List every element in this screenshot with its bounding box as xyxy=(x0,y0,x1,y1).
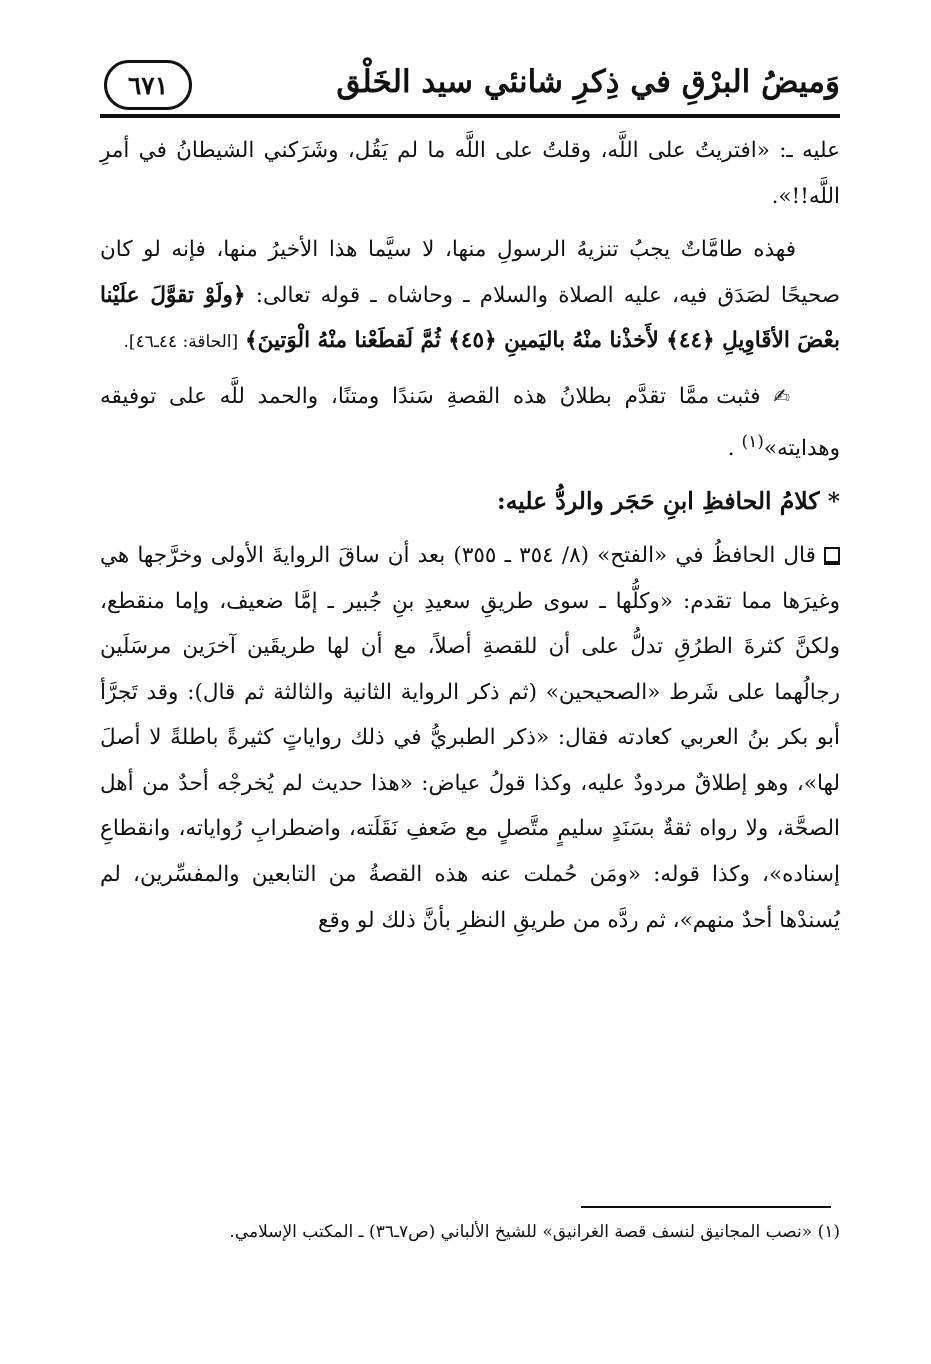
page-body xyxy=(100,128,840,951)
paragraph-end: . xyxy=(727,435,735,461)
header-rule xyxy=(100,114,840,118)
heading-text: كلامُ الحافظِ ابنِ حَجَر والردُّ عليه: xyxy=(497,487,820,516)
paragraph-quote xyxy=(100,533,840,943)
footnote-rule xyxy=(581,1206,831,1208)
running-title: وَميضُ البرْقِ في ذِكرِ شانئي سيد الخَلْق xyxy=(336,64,840,100)
page-number: ٦٧١ xyxy=(104,60,192,110)
pen-icon: ✍ xyxy=(773,383,796,408)
paragraph-text: قال الحافظُ في «الفتح» (٨/ ٣٥٤ ـ ٣٥٥) بعد أن ساقَ الروايةَ الأولى وخرَّجها هي وغيرَها مما تقدم: «وكلُّها ـ سوى طريقِ سعيدِ بنِ جُبير ـ إمَّا ضعيف، وإما منقطع، ولكنَّ كثرةَ الطرُقِ تدلُّ على أن للقصةِ أصلاً، مع أن لها طريقَين آخرَين مرسَلَين رجالُهما على شَرط «الصحيحين» (ثم ذكر الرواية الثانية والثالثة ثم قال): وقد تَجرَّأ أبو بكر بنُ العربي كعادته فقال: «ذكر الطبريُّ في ذلك رواياتٍ كثيرةً باطلةً لا أصلَ لها»، وهو إطلاقٌ مردودٌ عليه، وكذا قولُ عياض: «هذا حديث لم يُخرجْه أحدٌ من أهل الصحَّة، ولا رواه ثقةٌ بسَنَدٍ سليمٍ متَّصلٍ مع ضَعفِ نَقَلَته، واضطرابِ رُواياته، وانقطاعِ إسناده»، وكذا قوله: «ومَن حُملت عنه هذه القصةُ من التابعين والمفسِّرين، لم يُسندْها أحدٌ منهم»، ثم ردَّه من طريقِ النظرِ بأنَّ ذلك لو وقع xyxy=(100,542,840,933)
paragraph-continuation xyxy=(100,128,840,219)
page-header xyxy=(100,50,840,122)
paragraph-text: فثبت ممَّا تقدَّم بطلانُ هذه القصةِ سَندًا ومتنًا، والحمد للَّه على توفيقه وهدايته» xyxy=(100,383,840,461)
section-heading xyxy=(100,479,840,525)
quran-verse: ﴿ولَوْ تقوَّلَ علَيْنا بعْضَ الأقَاوِيلِ ﴿٤٤﴾ لأَخذْنا منْهُ باليَمينِ ﴿٤٥﴾ ثُمَّ لَقطَعْنا منْهُ الْوَتينَ﴾ xyxy=(100,282,840,354)
verse-reference: [الحاقة: ٤٤ـ٤٦]. xyxy=(123,332,239,353)
paragraph-text: فهذه طامَّاتٌ يجبُ تنزيهُ الرسولِ منها، لا سيَّما هذا الأخيرُ منها، فإنه لو كان صحيحًا لصَدَق فيه، عليه الصلاة والسلام ـ وحاشاه ـ قوله تعالى: xyxy=(100,237,840,308)
footnote-marker: (١) xyxy=(741,431,764,452)
asterisk-icon: * xyxy=(827,487,840,516)
footnote: (١) «نصب المجانيق لنسف قصة الغرانيق» للشيخ الألباني (ص٧ـ٣٦) ـ المكتب الإسلامي. xyxy=(229,1222,840,1242)
paragraph-text: عليه ـ: «افتريتُ على اللَّه، وقلتُ على اللَّه ما لم يَقُل، وشَرَكني الشيطانُ في أمرِ اللَّه!!». xyxy=(100,138,840,209)
paragraph-conclusion xyxy=(100,374,840,471)
paragraph-verse xyxy=(100,227,840,366)
square-bullet-icon xyxy=(824,547,840,565)
